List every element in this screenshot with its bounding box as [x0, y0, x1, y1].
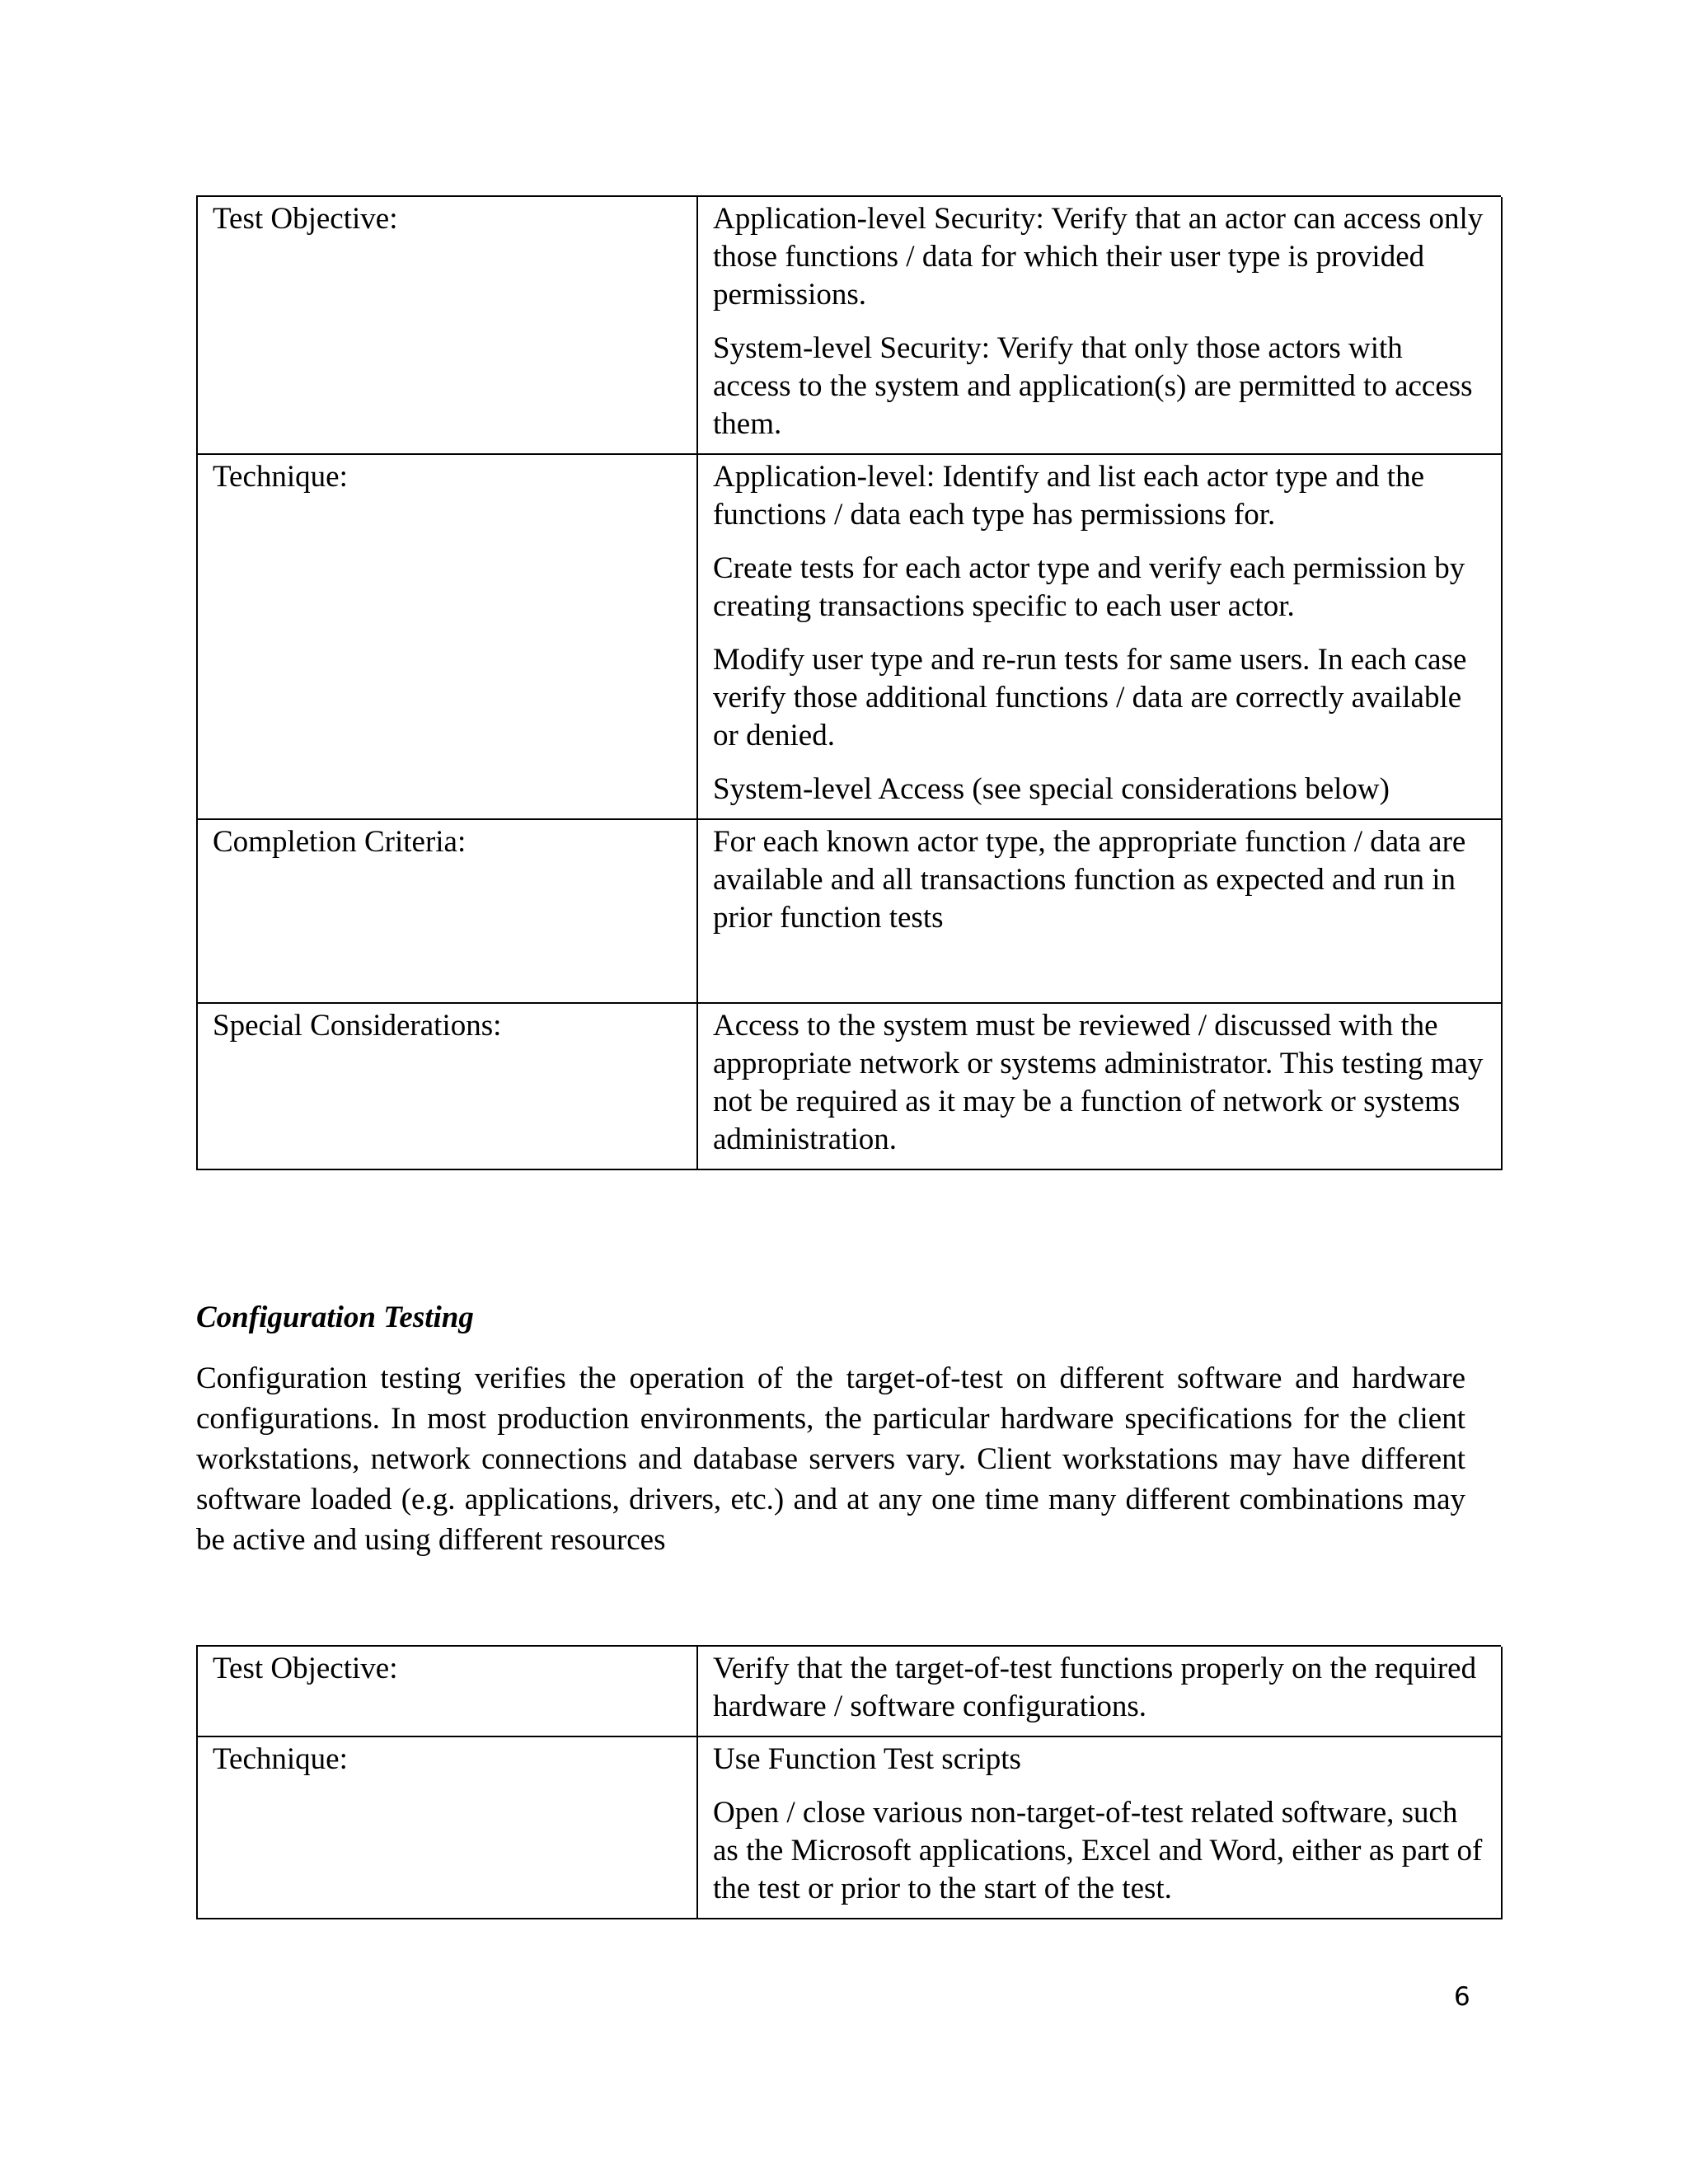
- table-label-cell: [198, 197, 698, 455]
- table-value-cell: [698, 455, 1503, 820]
- security-test-table: [196, 195, 1501, 1170]
- cell-paragraph: System-level Access (see special considerations below): [713, 772, 1390, 806]
- table-label-cell: [198, 455, 698, 820]
- table-label-cell: [198, 820, 698, 1004]
- row-label-test-objective: Test Objective:: [213, 1652, 398, 1685]
- cell-paragraph: Use Function Test scripts: [713, 1742, 1021, 1776]
- cell-paragraph: Application-level: Identify and list each actor type and the functions / data each type has permissions for.: [713, 460, 1425, 532]
- table-value-cell: [698, 820, 1503, 1004]
- cell-paragraph: System-level Security: Verify that only those actors with access to the system and application(s) are permitted to access them.: [713, 331, 1473, 441]
- table-value-cell: [698, 1737, 1503, 1919]
- table-value-cell: [698, 1004, 1503, 1170]
- table-value-cell: [698, 1647, 1503, 1737]
- section-heading: Configuration Testing: [196, 1301, 474, 1334]
- table-label-cell: [198, 1737, 698, 1919]
- cell-paragraph: Verify that the target-of-test functions properly on the required hardware / software configurations.: [713, 1652, 1477, 1723]
- row-label-completion-criteria: Completion Criteria:: [213, 825, 467, 859]
- row-label-test-objective: Test Objective:: [213, 202, 398, 236]
- row-label-technique: Technique:: [213, 1742, 348, 1776]
- cell-paragraph: Access to the system must be reviewed / discussed with the appropriate network or systems administrator. This testing may not be required as it may be a function of network or systems administration.: [713, 1009, 1484, 1156]
- row-label-technique: Technique:: [213, 460, 348, 494]
- cell-paragraph: Open / close various non-target-of-test related software, such as the Microsoft applications, Excel and Word, either as part of the test or prior to the start of the test.: [713, 1796, 1483, 1905]
- cell-paragraph: Create tests for each actor type and verify each permission by creating transactions specific to each user actor.: [713, 551, 1465, 623]
- table-label-cell: [198, 1004, 698, 1170]
- table-label-cell: [198, 1647, 698, 1737]
- page-number: 6: [1454, 1982, 1470, 2012]
- cell-paragraph: Application-level Security: Verify that an actor can access only those functions / data for which their user type is provided permissions.: [713, 202, 1484, 312]
- cell-paragraph: For each known actor type, the appropriate function / data are available and all transactions function as expected and run in prior function tests: [713, 825, 1466, 935]
- section-paragraph: Configuration testing verifies the operation of the target-of-test on different software and hardware configurations. In most production environments, the particular hardware specifications for the client workstations, network connections and database servers vary. Client workstations may have different software loaded (e.g. applications, drivers, etc.) and at any one time many different combinations may be active and using different resources: [196, 1361, 1465, 1557]
- table-value-cell: [698, 197, 1503, 455]
- cell-paragraph: Modify user type and re-run tests for same users. In each case verify those additional functions / data are correctly available or denied.: [713, 643, 1467, 752]
- configuration-test-table: [196, 1645, 1501, 1919]
- row-label-special-considerations: Special Considerations:: [213, 1009, 502, 1043]
